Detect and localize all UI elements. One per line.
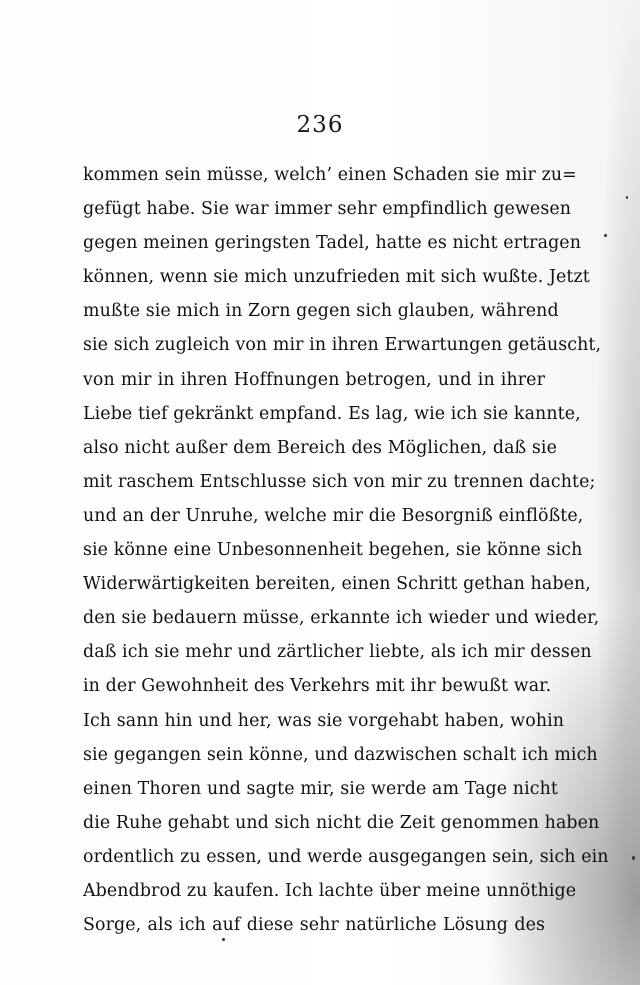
text-line: daß ich sie mehr und zärtlicher liebte, als ich mir dessen	[83, 642, 592, 663]
text-line: sie gegangen sein könne, und dazwischen schalt ich mich	[83, 744, 598, 765]
text-line: mußte sie mich in Zorn gegen sich glauben, während	[83, 301, 559, 322]
text-line: Widerwärtigkeiten bereiten, einen Schritt gethan haben,	[83, 574, 591, 595]
text-line: Ich sann hin und her, was sie vorgehabt haben, wohin	[83, 710, 565, 731]
scan-speck	[222, 938, 225, 941]
text-line: mit raschem Entschlusse sich von mir zu trennen dachte;	[83, 471, 596, 492]
text-line: also nicht außer dem Bereich des Möglichen, daß sie	[83, 437, 557, 458]
text-line: von mir in ihren Hoffnungen betrogen, und in ihrer	[83, 369, 545, 390]
scan-speck	[604, 234, 607, 237]
text-line: die Ruhe gehabt und sich nicht die Zeit genommen haben	[83, 812, 600, 833]
text-line: Liebe tief gekränkt empfand. Es lag, wie ich sie kannte,	[83, 403, 581, 424]
text-line: können, wenn sie mich unzufrieden mit sich wußte. Jetzt	[83, 267, 590, 288]
text-line: sie sich zugleich von mir in ihren Erwartungen getäuscht,	[83, 335, 602, 356]
text-line: Sorge, als ich auf diese sehr natürliche Lösung des	[83, 915, 545, 936]
text-line: gefügt habe. Sie war immer sehr empfindlich gewesen	[83, 199, 572, 220]
text-line: und an der Unruhe, welche mir die Besorgniß einflößte,	[83, 505, 584, 526]
text-line: Abendbrod zu kaufen. Ich lachte über meine unnöthige	[83, 880, 577, 901]
text-line: den sie bedauern müsse, erkannte ich wieder und wieder,	[83, 608, 600, 629]
text-line: sie könne eine Unbesonnenheit begehen, sie könne sich	[83, 540, 583, 561]
page-number: 236	[296, 112, 344, 138]
text-line: einen Thoren und sagte mir, sie werde am Tage nicht	[83, 778, 558, 799]
body-text	[83, 158, 609, 942]
scan-speck	[632, 856, 635, 860]
text-line: ordentlich zu essen, und werde ausgegangen sein, sich ein	[83, 846, 609, 867]
text-line: in der Gewohnheit des Verkehrs mit ihr bewußt war.	[83, 676, 552, 697]
scan-speck	[626, 196, 628, 199]
text-line: kommen sein müsse, welch’ einen Schaden sie mir zu=	[83, 165, 577, 185]
text-line: gegen meinen geringsten Tadel, hatte es nicht ertragen	[83, 233, 581, 254]
